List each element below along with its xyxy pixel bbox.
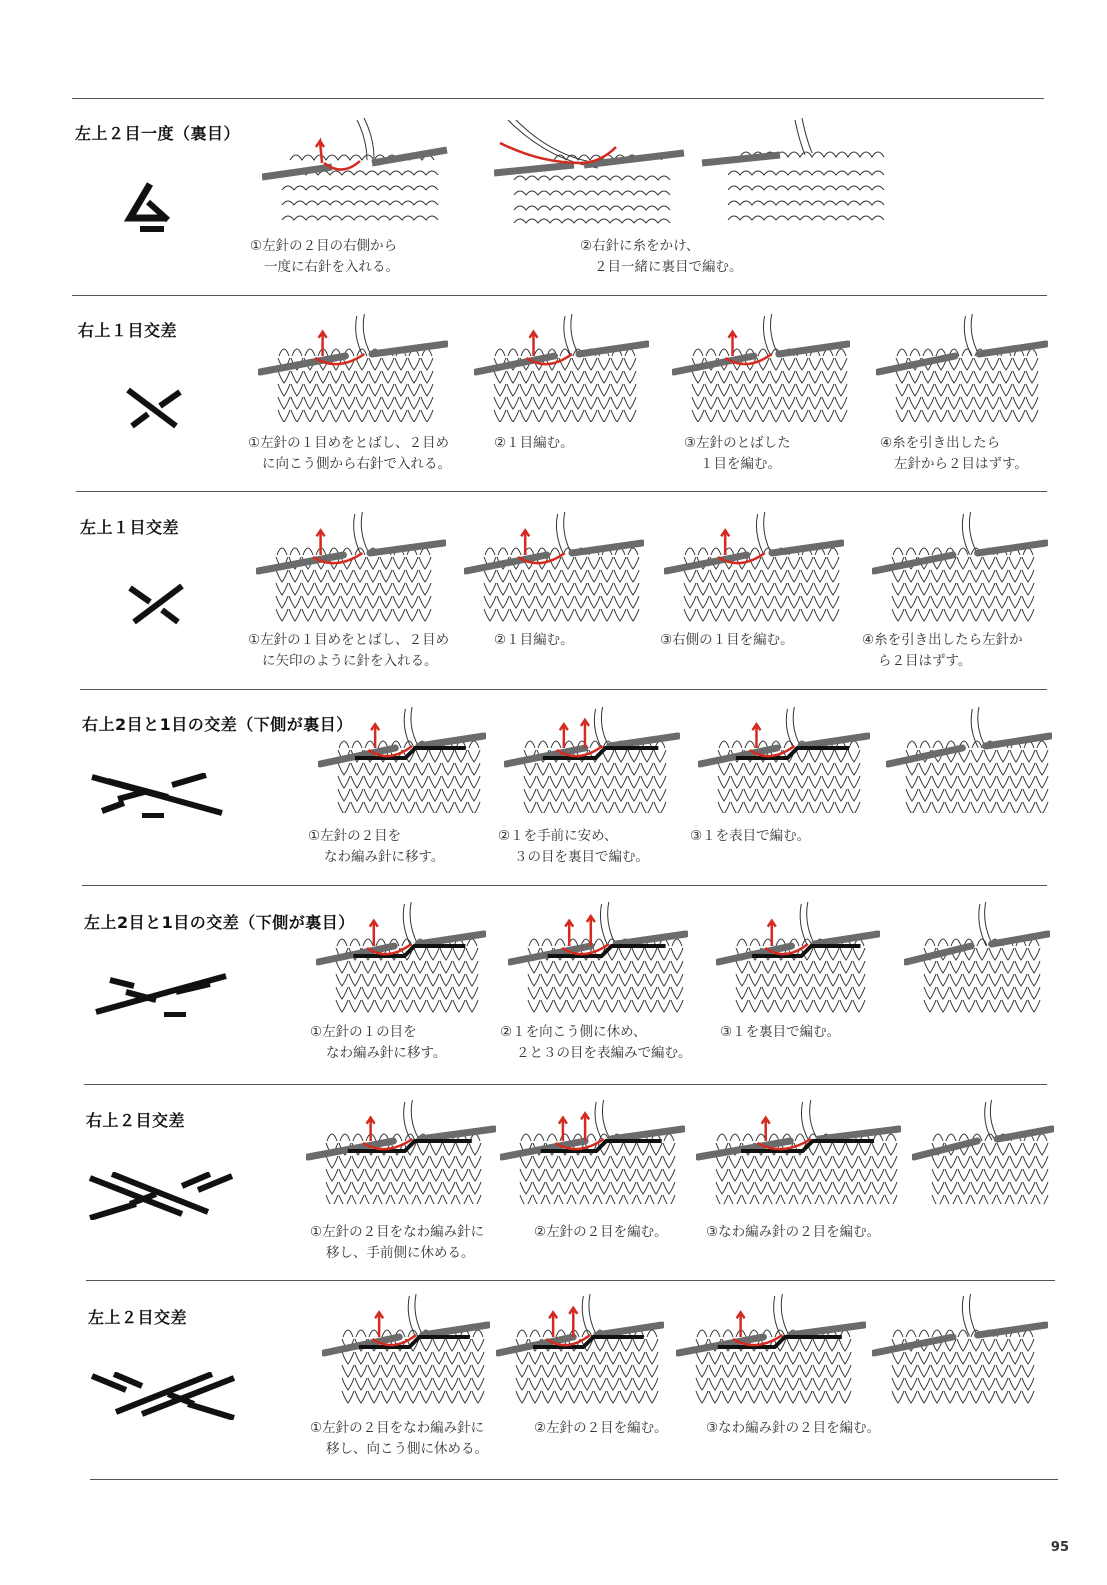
section-title: 右上２目交差 xyxy=(86,1111,186,1130)
step-illustration xyxy=(500,1098,685,1204)
step-caption: ③左針のとばした １目を編む。 xyxy=(684,435,791,472)
step-illustration xyxy=(716,900,880,1015)
step-caption: ②１を向こう側に休め、 ２と３の目を表編みで編む。 xyxy=(500,1024,692,1061)
step-illustration xyxy=(676,1292,866,1404)
section-title: 右上2目と1目の交差（下側が裏目） xyxy=(82,715,353,734)
step-illustration xyxy=(318,705,486,813)
step-caption: ③なわ編み針の２目を編む。 xyxy=(706,1420,881,1436)
step-caption: ③１を裏目で編む。 xyxy=(720,1024,841,1040)
left-cross-2-symbol xyxy=(88,1372,238,1420)
step-illustration xyxy=(306,1098,496,1204)
step-illustration xyxy=(322,1292,490,1404)
step-illustration xyxy=(258,312,448,422)
step-caption: ①左針の２目の右側から 一度に右針を入れる。 xyxy=(250,238,399,275)
section-title: 左上２目一度（裏目） xyxy=(75,124,241,143)
step-caption: ③１を表目で編む。 xyxy=(690,828,811,844)
step-illustration xyxy=(886,705,1052,813)
step-caption: ②１目編む。 xyxy=(494,435,574,451)
divider xyxy=(86,1280,1055,1281)
step-caption: ①左針の２目をなわ編み針に 移し、向こう側に休める。 xyxy=(310,1420,488,1457)
divider xyxy=(90,1479,1058,1480)
step-illustration xyxy=(912,1098,1054,1204)
step-caption: ③なわ編み針の２目を編む。 xyxy=(706,1224,881,1240)
k2tog-purl-symbol xyxy=(122,180,182,240)
section-title: 左上１目交差 xyxy=(80,518,180,537)
step-caption: ②１を手前に安め、 ３の目を裏目で編む。 xyxy=(498,828,649,865)
step-caption: ①左針の１目めをとばし、２目め に向こう側から右針で入れる。 xyxy=(248,435,451,472)
step-illustration xyxy=(664,510,844,622)
step-illustration xyxy=(256,510,446,622)
step-illustration xyxy=(872,510,1048,622)
step-caption: ②左針の２目を編む。 xyxy=(534,1420,668,1436)
step-caption: ①左針の１の目を なわ編み針に移す。 xyxy=(310,1024,447,1061)
step-caption: ④糸を引き出したら左針か ら２目はずす。 xyxy=(862,632,1023,669)
step-illustration xyxy=(672,312,850,422)
divider xyxy=(72,98,1044,99)
section-title: 右上１目交差 xyxy=(78,321,178,340)
step-illustration xyxy=(876,312,1048,422)
step-caption: ③右側の１目を編む。 xyxy=(660,632,794,648)
step-caption: ①左針の１目めをとばし、２目め に矢印のように針を入れる。 xyxy=(248,632,450,669)
divider xyxy=(82,885,1047,886)
step-caption: ②右針に糸をかけ、 ２目一緒に裏目で編む。 xyxy=(580,238,743,275)
divider xyxy=(84,1084,1047,1085)
divider xyxy=(76,491,1047,492)
divider xyxy=(80,689,1047,690)
step-illustration xyxy=(504,705,680,813)
step-illustration xyxy=(494,115,686,230)
step-illustration xyxy=(700,115,900,230)
step-illustration xyxy=(872,1292,1048,1404)
step-caption: ②左針の２目を編む。 xyxy=(534,1224,668,1240)
right-cross-1-symbol xyxy=(124,386,184,432)
left-cross-1-symbol xyxy=(126,582,186,628)
step-illustration xyxy=(696,1098,901,1204)
divider xyxy=(72,295,1047,296)
section-title: 左上２目交差 xyxy=(88,1308,188,1327)
step-caption: ①左針の２目を なわ編み針に移す。 xyxy=(308,828,445,865)
step-illustration xyxy=(316,900,486,1015)
right-cross-2-1-symbol xyxy=(88,773,228,821)
step-illustration xyxy=(262,115,452,230)
step-illustration xyxy=(904,900,1050,1015)
step-caption: ①左針の２目をなわ編み針に 移し、手前側に休める。 xyxy=(310,1224,485,1261)
right-cross-2-symbol xyxy=(86,1172,236,1220)
step-illustration xyxy=(508,900,688,1015)
step-illustration xyxy=(474,312,649,422)
step-illustration xyxy=(496,1292,664,1404)
step-caption: ②１目編む。 xyxy=(494,632,574,648)
left-cross-2-1-symbol xyxy=(90,972,230,1020)
page-number: 95 xyxy=(1050,1540,1069,1555)
section-title: 左上2目と1目の交差（下側が裏目） xyxy=(84,913,355,932)
step-caption: ④糸を引き出したら 左針から２目はずす。 xyxy=(880,435,1028,472)
step-illustration xyxy=(698,705,870,813)
step-illustration xyxy=(464,510,644,622)
